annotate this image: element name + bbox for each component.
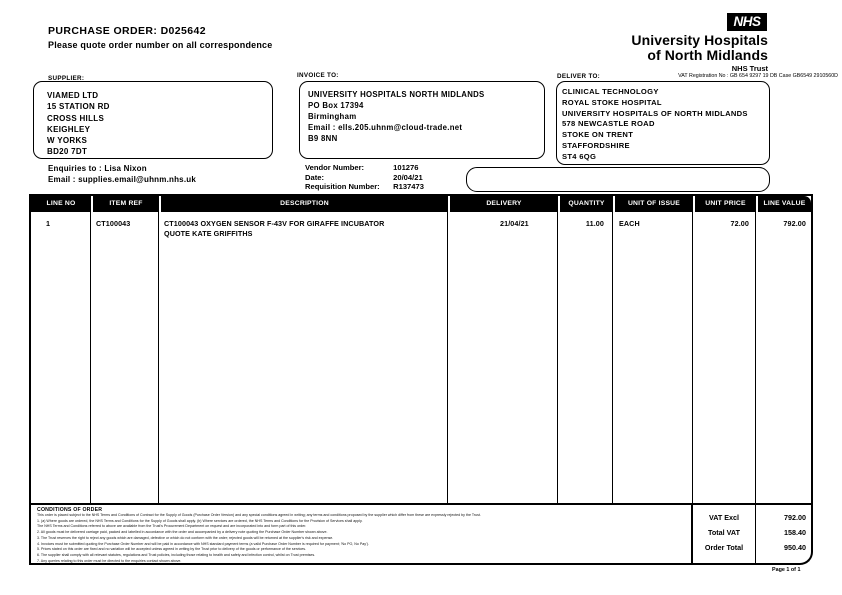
vendor-number-row [305, 163, 424, 173]
enquiries-line [48, 164, 147, 173]
vat-excl-value: 792.00 [784, 513, 806, 522]
enquiries-label: Enquiries to : [48, 164, 102, 173]
po-number-title: PURCHASE ORDER: D025642 [48, 25, 206, 37]
conditions-line: This order is placed subject to the NHS Terms and Conditions of Contract for the Supply of Goods (Purchase Order Version) and any special conditions agreed in writing; any terms and conditions proposed by the supplier which differ from these are expressly rejected by the Trust. [37, 513, 481, 517]
page-number: Page 1 of 1 [772, 567, 801, 573]
supplier-address-line: KEIGHLEY [47, 124, 91, 134]
invoice-address-box [299, 81, 545, 159]
cell-unit-of-issue: EACH [619, 219, 640, 228]
date-value: 20/04/21 [393, 172, 423, 182]
deliver-address-line: STAFFORDSHIRE [562, 140, 630, 150]
order-total-row [693, 540, 811, 555]
conditions-line: 6. The supplier shall comply with all relevant statutes, regulations and Trust policies, including those relating to health and safety and infection control, whilst on Trust premises. [37, 552, 316, 557]
email-label: Email : [48, 175, 76, 184]
order-total-label: Order Total [704, 543, 744, 552]
vat-excl-label: VAT Excl [708, 513, 740, 522]
header-line-value: LINE VALUE [756, 196, 811, 212]
conditions-line: 2. All goods must be delivered carriage paid, packed and labelled in accordance with the order and accompanied by a delivery note quoting the Purchase Order Number shown above. [37, 530, 328, 535]
order-meta-block [305, 163, 424, 192]
empty-note-box [466, 167, 770, 192]
col-item-ref [91, 212, 159, 503]
cell-quantity: 11.00 [585, 219, 604, 228]
conditions-line: 4. Invoices must be submitted quoting the Purchase Order Number and will be paid in accordance with NHS standard payment terms (a valid Purchase Order Number is required for payment; 'No PO, No Pay'). [37, 541, 369, 546]
conditions-line: 3. The Trust reserves the right to reject any goods which are damaged, defective or which do not conform with the order; rejected goods will be returned at the supplier's risk and expense. [37, 535, 334, 540]
header-unit-of-issue: UNIT OF ISSUE [613, 196, 693, 212]
trust-name-block [520, 33, 768, 73]
cell-description: CT100043 OXYGEN SENSOR F-43V FOR GIRAFFE INCUBATOR QUOTE KATE GRIFFITHS [164, 219, 385, 238]
supplier-address-line: CROSS HILLS [47, 113, 105, 123]
date-row [305, 173, 424, 183]
trust-name-line1: University Hospitals [631, 32, 768, 48]
conditions-title: CONDITIONS OF ORDER [37, 507, 103, 513]
vendor-number-label: Vendor Number: [305, 163, 365, 172]
supplier-address-box [33, 81, 273, 159]
col-delivery [448, 212, 558, 503]
col-unit-price [693, 212, 756, 503]
conditions-line: The NHS Terms and Conditions referred to above are available from the Trust's Procurement Department on request and are incorporated into and form part of this order. [37, 524, 307, 529]
header-description: DESCRIPTION [159, 196, 448, 212]
invoice-address-line: PO Box 17394 [308, 101, 364, 110]
vendor-number-value: 101276 [393, 163, 419, 172]
invoice-email-line: Email : ells.205.uhnm@cloud-trade.net [308, 123, 463, 132]
deliver-address-line: ST4 6QG [562, 151, 597, 161]
invoice-address-line: UNIVERSITY HOSPITALS NORTH MIDLANDS [308, 90, 485, 99]
invoice-address-line: B9 8NN [308, 134, 338, 143]
requisition-value: R137473 [393, 182, 424, 192]
total-vat-label: Total VAT [708, 528, 740, 537]
header-unit-price: UNIT PRICE [693, 196, 756, 212]
supplier-label: SUPPLIER: [48, 75, 85, 82]
deliver-address-line: ROYAL STOKE HOSPITAL [562, 97, 662, 107]
vat-excl-row [693, 510, 811, 525]
supplier-address-line: VIAMED LTD [47, 91, 99, 100]
date-label: Date: [305, 172, 324, 182]
conditions-of-order [29, 505, 693, 565]
supplier-address-line: 15 STATION RD [47, 102, 110, 112]
deliver-address-line: UNIVERSITY HOSPITALS OF NORTH MIDLANDS [562, 108, 748, 118]
table-body [31, 212, 811, 503]
col-line-value [756, 212, 811, 503]
cell-item-ref: CT100043 [96, 219, 131, 228]
order-total-value: 950.40 [784, 543, 806, 552]
header-item-ref: ITEM REF [91, 196, 159, 212]
total-vat-row [693, 525, 811, 540]
requisition-row [305, 182, 424, 192]
invoice-address-line: Birmingham [308, 112, 357, 121]
deliver-address-line: CLINICAL TECHNOLOGY [562, 87, 659, 96]
conditions-line: 7. Any queries relating to this order must be directed to the enquiries contact shown above. [37, 558, 182, 563]
header-delivery: DELIVERY [448, 196, 558, 212]
line-items-table [29, 194, 813, 505]
deliver-address-line: STOKE ON TRENT [562, 130, 634, 140]
nhs-logo: NHS [727, 13, 767, 31]
header-line-no: LINE NO [46, 200, 76, 207]
header-quantity: QUANTITY [558, 196, 613, 212]
supplier-address-line: W YORKS [47, 136, 88, 146]
po-quote-note: Please quote order number on all correspondence [48, 40, 273, 50]
requisition-label: Requisition Number: [305, 182, 380, 192]
cell-line-no: 1 [46, 219, 51, 228]
supplier-email: supplies.email@uhnm.nhs.uk [78, 175, 196, 184]
total-vat-value: 158.40 [784, 528, 806, 537]
enquiries-name: Lisa Nixon [104, 164, 147, 173]
col-unit-of-issue [613, 212, 693, 503]
cell-line-value: 792.00 [783, 219, 806, 228]
deliver-address-box [556, 81, 770, 165]
supplier-email-line [48, 175, 196, 184]
trust-type: NHS Trust [731, 64, 768, 73]
invoice-to-label: INVOICE TO: [297, 72, 339, 79]
totals-box [693, 505, 813, 565]
supplier-address-line: BD20 7DT [47, 147, 88, 157]
col-description [159, 212, 448, 503]
table-header-row [31, 196, 811, 212]
vat-registration-line: VAT Registration No : GB 654 9297 19 DB Case GB6549 2910560D [678, 73, 838, 79]
conditions-line: 5. Prices stated on this order are fixed and no variation will be accepted unless agreed in writing by the Trust prior to delivery of the goods or performance of the services. [37, 547, 307, 552]
col-line-no [31, 212, 91, 503]
conditions-line: 1. (a) Where goods are ordered, the NHS Terms and Conditions for the Supply of Goods shall apply. (b) Where services are ordered, the NHS Terms and Conditions for the Provision of Services shall apply. [37, 518, 363, 523]
deliver-address-line: 578 NEWCASTLE ROAD [562, 119, 655, 129]
cell-unit-price: 72.00 [730, 219, 749, 228]
deliver-to-label: DELIVER TO: [557, 73, 601, 80]
cell-delivery: 21/04/21 [500, 219, 529, 228]
col-quantity [558, 212, 613, 503]
trust-name-line2: of North Midlands [647, 46, 768, 63]
